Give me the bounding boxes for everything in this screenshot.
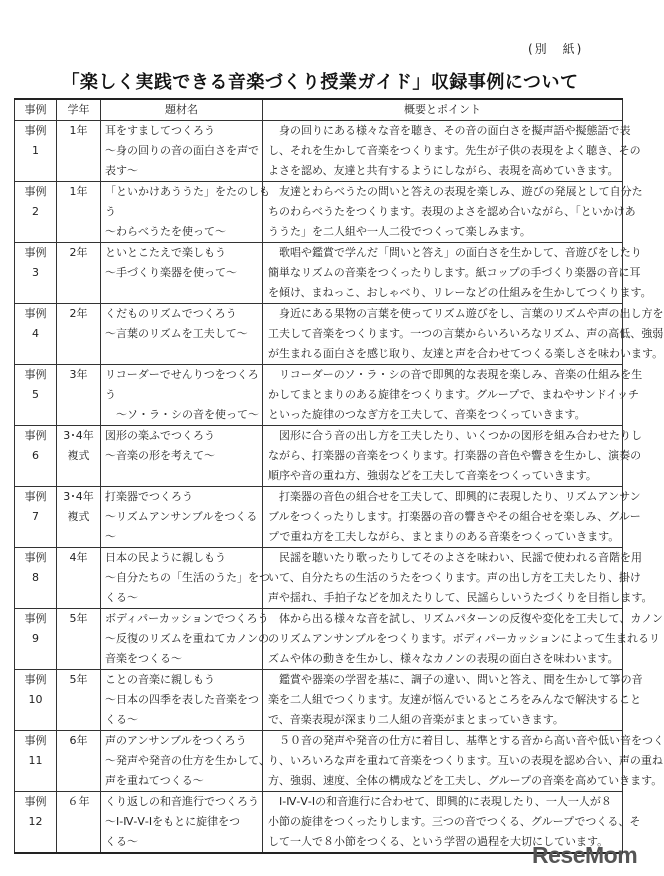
grade-line: [59, 222, 98, 242]
case-line: 事例: [24, 490, 47, 503]
topic-line: といとこたえで楽しもう: [105, 246, 226, 259]
summary-line: 歌唱や鑑賞で学んだ「問いと答え」の面白さを生かして、音遊びをしたり: [268, 246, 642, 259]
case-line: 9: [32, 632, 39, 645]
topic-line: ～発声や発音の仕方を生かして、: [105, 754, 270, 767]
topic-line: くだものリズムでつくろう: [105, 307, 237, 320]
topic-line: 声を重ねてつくる～: [105, 774, 204, 787]
grade-line: 2年: [69, 246, 88, 259]
topic-line: 「といかけあううた」をたのしも: [105, 185, 270, 198]
case-line: 事例: [24, 185, 47, 198]
grade-line: 1年: [69, 185, 88, 198]
grade-line: [59, 527, 98, 547]
cell-summary: [263, 548, 653, 609]
cell-topic: [101, 121, 263, 182]
case-line: [17, 161, 54, 181]
cell-case: [15, 792, 57, 854]
case-line: 1: [32, 144, 39, 157]
summary-line: 身近にある果物の言葉を使ってリズム遊びをし、言葉のリズムや声の出し方を: [268, 307, 664, 320]
grade-line: 5年: [69, 673, 88, 686]
header-case: 事例: [15, 99, 57, 121]
summary-line: 簡単なリズムの音楽をつくったりします。紙コップの手づくり楽器の音に耳: [268, 266, 641, 279]
grade-line: [59, 710, 98, 730]
cell-summary: [263, 487, 641, 548]
topic-line: ～反復のリズムを重ねてカノンの: [105, 632, 270, 645]
table-row: [15, 182, 623, 243]
summary-line: して一人で８小節をつくる、という学習の過程を大切にしています。: [268, 835, 609, 848]
topic-line: ～ソ・ラ・シの音を使って～: [105, 408, 259, 421]
table-row: [15, 609, 623, 670]
table-row: [15, 548, 623, 609]
cell-case: [15, 243, 57, 304]
summary-line: で、音楽表現が深まり二人組の音楽がまとまっていきます。: [268, 713, 564, 726]
grade-line: [59, 202, 98, 222]
topic-line: 耳をすましてつくろう: [105, 124, 215, 137]
topic-line: ～わらべうたを使って～: [105, 225, 226, 238]
grade-line: [59, 690, 98, 710]
resemom-logo: ReseMom: [532, 842, 638, 868]
grade-line: 3･4年: [63, 429, 94, 442]
cell-topic: [101, 609, 270, 670]
case-line: [17, 771, 54, 791]
case-line: 11: [28, 754, 43, 767]
cell-summary: [263, 731, 664, 792]
cell-topic: [101, 182, 270, 243]
cell-summary: [263, 426, 642, 487]
cell-topic: [101, 792, 263, 854]
summary-line: が生まれる面白さを感じ取り、友達と声を合わせてつくる楽しさを味わいます。: [268, 347, 664, 360]
grade-line: [59, 812, 98, 832]
topic-line: ～リズムアンサンブルをつくる: [105, 510, 258, 523]
grade-line: [59, 283, 98, 303]
case-line: 事例: [24, 429, 47, 442]
topic-line: ～自分たちの「生活のうた」をつ: [105, 571, 270, 584]
topic-line: くる～: [105, 835, 138, 848]
cell-topic: [101, 426, 263, 487]
grade-line: [59, 771, 98, 791]
topic-line: くる～: [105, 713, 138, 726]
grade-line: 6年: [69, 734, 88, 747]
summary-line: 方、強弱、速度、全体の構成などを工夫し、グループの音楽を高めていきます。: [268, 774, 663, 787]
cell-case: [15, 365, 57, 426]
summary-line: 身の回りにある様々な音を聴き、その音の面白さを擬声語や擬態語で表: [268, 124, 631, 137]
case-line: 5: [32, 388, 39, 401]
cell-topic: [101, 304, 263, 365]
summary-line: 楽を二人組でつくります。友達が悩んでいるところをみんなで解決すること: [268, 693, 642, 706]
grade-line: [59, 751, 98, 771]
cell-case: [15, 670, 57, 731]
summary-line: いて、自分たちの生活のうたをつくります。声の出し方を工夫したり、掛け: [268, 571, 641, 584]
cell-topic: [101, 731, 270, 792]
case-line: [17, 649, 54, 669]
case-line: 事例: [24, 795, 47, 808]
table-row: [15, 365, 623, 426]
topic-line: 日本の民ように親しもう: [105, 551, 226, 564]
case-line: 4: [32, 327, 39, 340]
cell-grade: [57, 609, 101, 670]
topic-line: [105, 344, 258, 364]
grade-line: 2年: [69, 307, 88, 320]
case-line: [17, 832, 54, 852]
topic-line: ～Ⅰ-Ⅳ-Ⅴ-Ⅰをもとに旋律をつ: [105, 815, 241, 828]
summary-line: ちのわらべうたをつくります。表現のよさを認め合いながら、「といかけあ: [268, 205, 636, 218]
cell-topic: [101, 365, 263, 426]
cell-topic: [101, 487, 263, 548]
topic-line: ボディパーカッションでつくろう: [105, 612, 269, 625]
summary-line: を傾け、まねっこ、おしゃべり、リレーなどの仕組みを生かしてつくります。: [268, 286, 652, 299]
summary-line: ううた」を二人組や一人二役でつくって楽しみます。: [268, 225, 531, 238]
cell-grade: [57, 121, 101, 182]
case-line: 事例: [24, 307, 47, 320]
summary-line: ズムや体の動きを生かし、様々なカノンの表現の面白さを味わいます。: [268, 652, 619, 665]
topic-line: 音楽をつくる～: [105, 652, 182, 665]
grade-line: [59, 588, 98, 608]
topic-line: リコーダーでせんりつをつくろ: [105, 368, 259, 381]
topic-line: くる～: [105, 591, 138, 604]
cell-topic: [101, 548, 270, 609]
case-line: [17, 344, 54, 364]
cell-grade: [57, 792, 101, 854]
summary-line: 打楽器の音色の組合せを工夫して、即興的に表現したり、リズムアンサン: [268, 490, 641, 503]
summary-line: Ⅰ-Ⅳ-Ⅴ-Ⅰの和音進行に合わせて、即興的に表現したり、一人一人が８: [268, 795, 612, 808]
case-line: 事例: [24, 246, 47, 259]
case-line: 8: [32, 571, 39, 584]
grade-line: [59, 161, 98, 181]
summary-line: 体から出る様々な音を試し、リズムパターンの反復や変化を工夫して、カノン: [268, 612, 663, 625]
summary-line: 工夫して音楽をつくります。一つの言葉からいろいろなリズム、声の高低、強弱: [268, 327, 664, 340]
case-line: [17, 222, 54, 242]
case-line: [17, 283, 54, 303]
table-row: [15, 121, 623, 182]
cell-summary: [263, 243, 652, 304]
cell-case: [15, 304, 57, 365]
cell-topic: [101, 670, 263, 731]
case-table: [14, 98, 664, 854]
grade-line: 3年: [69, 368, 88, 381]
cell-grade: [57, 670, 101, 731]
summary-line: ブルをつくったりします。打楽器の音の響きやその組合せを楽しみ、グルー: [268, 510, 641, 523]
topic-line: 声のアンサンブルをつくろう: [105, 734, 247, 747]
summary-line: かしてまとまりのある旋律をつくります。グループで、まねやサンドイッチ: [268, 388, 640, 401]
summary-line: 民謡を聴いたり歌ったりしてそのよさを味わい、民謡で使われる音階を用: [268, 551, 642, 564]
summary-line: り、いろいろな声を重ねて音楽をつくります。互いの表現を認め合い、声の重ね: [268, 754, 663, 767]
cell-grade: [57, 548, 101, 609]
grade-line: [59, 141, 98, 161]
topic-line: [105, 283, 258, 303]
cell-grade: [57, 243, 101, 304]
topic-line: ～身の回りの音の面白さを声で: [105, 144, 259, 157]
table-header-row: [15, 99, 623, 121]
grade-line: [59, 466, 98, 486]
summary-line: プで重ね方を工夫しながら、まとまりのある音楽をつくっていきます。: [268, 530, 620, 543]
grade-line: 3･4年: [63, 490, 94, 503]
grade-line: 複式: [67, 510, 90, 523]
grade-line: 4年: [69, 551, 88, 564]
case-line: 事例: [24, 612, 47, 625]
topic-line: ～日本の四季を表した音楽をつ: [105, 693, 259, 706]
cell-summary: [263, 182, 643, 243]
grade-line: 1年: [69, 124, 88, 137]
case-line: [17, 405, 54, 425]
case-line: [17, 527, 54, 547]
summary-line: のリズムアンサンブルをつくります。ボディパーカッションによって生まれるリ: [268, 632, 661, 645]
topic-line: ～言葉のリズムを工夫して～: [105, 327, 248, 340]
cell-grade: [57, 304, 101, 365]
case-line: 2: [32, 205, 39, 218]
cell-case: [15, 731, 57, 792]
page-title: 「楽しく実践できる音楽づくり授業ガイド」収録事例について: [61, 72, 579, 93]
header-summary: 概要とポイント: [263, 99, 623, 121]
summary-line: リコーダーのソ・ラ・シの音で即興的な表現を楽しみ、音楽の仕組みを生: [268, 368, 643, 381]
grade-line: [59, 568, 98, 588]
case-line: 7: [32, 510, 39, 523]
table-row: [15, 670, 623, 731]
topic-line: ～手づくり楽器を使って～: [105, 266, 237, 279]
topic-line: 表す～: [105, 164, 138, 177]
cell-grade: [57, 182, 101, 243]
summary-line: 友達とわらべうたの問いと答えの表現を楽しみ、遊びの発展として自分た: [268, 185, 643, 198]
cell-summary: [263, 365, 643, 426]
table-row: [15, 731, 623, 792]
grade-line: [59, 385, 98, 405]
annex-label: (別 紙): [528, 42, 584, 56]
grade-line: [59, 832, 98, 852]
topic-line: くり返しの和音進行でつくろう: [105, 795, 259, 808]
grade-line: [59, 649, 98, 669]
case-line: 事例: [24, 734, 47, 747]
table-row: [15, 304, 623, 365]
cell-summary: [263, 304, 664, 365]
case-line: 3: [32, 266, 39, 279]
summary-line: 鑑賞や器楽の学習を基に、調子の違い、問いと答え、間を生かして箏の音: [268, 673, 643, 686]
summary-line: し、それを生かして音楽をつくります。先生が子供の表現をよく聴き、その: [268, 144, 641, 157]
summary-line: 小節の旋律をつくったりします。三つの音でつくる、グループでつくる、そ: [268, 815, 641, 828]
table-row: [15, 426, 623, 487]
topic-line: ～音楽の形を考えて～: [105, 449, 215, 462]
header-topic: 題材名: [101, 99, 263, 121]
grade-line: [59, 324, 98, 344]
cell-topic: [101, 243, 263, 304]
cell-case: [15, 426, 57, 487]
cell-grade: [57, 731, 101, 792]
table-body: [15, 121, 664, 854]
case-line: 12: [28, 815, 43, 828]
topic-line: 図形の楽ふでつくろう: [105, 429, 215, 442]
cell-case: [15, 487, 57, 548]
grade-line: [59, 263, 98, 283]
header-grade: 学年: [57, 99, 101, 121]
case-line: 事例: [24, 124, 47, 137]
case-line: 6: [32, 449, 39, 462]
grade-line: ６年: [67, 795, 90, 808]
topic-line: ～: [105, 530, 116, 543]
table-row: [15, 487, 623, 548]
grade-line: [59, 629, 98, 649]
cell-grade: [57, 365, 101, 426]
grade-line: 5年: [69, 612, 88, 625]
grade-line: [59, 344, 98, 364]
topic-line: う: [105, 388, 116, 401]
summary-line: 声や揺れ、手拍子などを加えたりして、民謡らしいうたづくりを目指します。: [268, 591, 653, 604]
cell-summary: [263, 670, 643, 731]
summary-line: 順序や音の重ね方、強弱などを工夫して音楽をつくっていきます。: [268, 469, 597, 482]
case-line: 事例: [24, 673, 47, 686]
topic-line: 打楽器でつくろう: [105, 490, 193, 503]
topic-line: う: [105, 205, 116, 218]
cell-summary: [263, 609, 663, 670]
topic-line: [105, 466, 258, 486]
cell-case: [15, 609, 57, 670]
summary-line: ながら、打楽器の音楽をつくります。打楽器の音色や響きを生かし、演奏の: [268, 449, 642, 462]
case-line: [17, 466, 54, 486]
case-line: 事例: [24, 368, 47, 381]
summary-line: といった旋律のつなぎ方を工夫して、音楽をつくっていきます。: [268, 408, 586, 421]
cell-grade: [57, 426, 101, 487]
summary-line: 図形に合う音の出し方を工夫したり、いくつかの図形を組み合わせたりし: [268, 429, 642, 442]
cell-case: [15, 548, 57, 609]
cell-case: [15, 121, 57, 182]
case-line: [17, 710, 54, 730]
cell-summary: [263, 121, 641, 182]
case-line: 事例: [24, 551, 47, 564]
summary-line: ５０音の発声や発音の仕方に着目し、基準とする音から高い音や低い音をつく: [268, 734, 664, 747]
cell-case: [15, 182, 57, 243]
table-row: [15, 243, 623, 304]
case-line: 10: [28, 693, 43, 706]
grade-line: [59, 405, 98, 425]
grade-line: 複式: [67, 449, 90, 462]
case-line: [17, 588, 54, 608]
topic-line: ことの音楽に親しもう: [105, 673, 215, 686]
cell-grade: [57, 487, 101, 548]
summary-line: よさを認め、友達と共有するようにしながら、表現を高めていきます。: [268, 164, 619, 177]
